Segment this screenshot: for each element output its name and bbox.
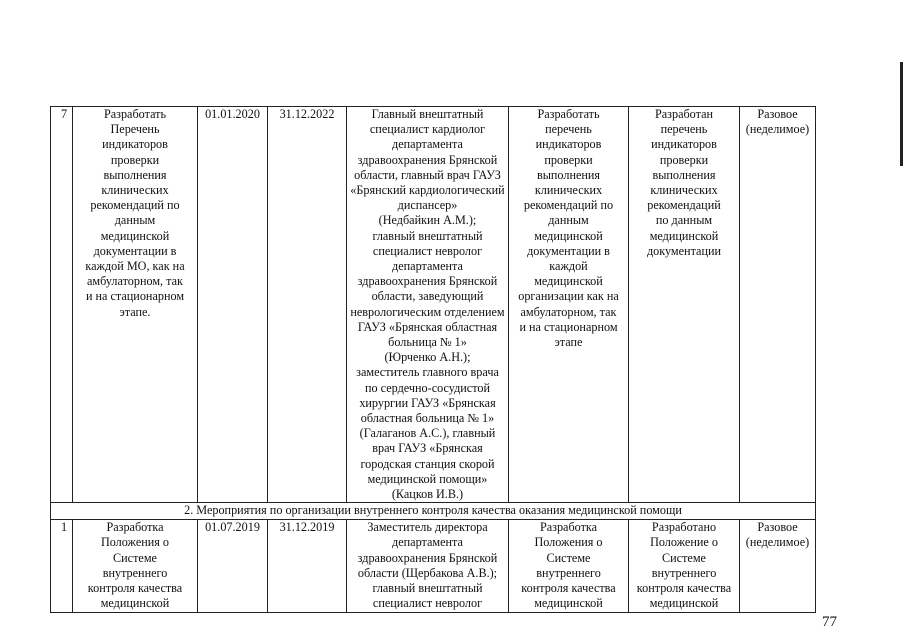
event-cell: Разработать Перечень индикаторов проверки выполнения клинических рекомендаций по данным медицинской документации в каждой МО, как на амбулаторном, так и на стационарном этапе. <box>73 107 198 503</box>
start-date: 01.01.2020 <box>198 107 268 503</box>
table-row <box>51 107 816 503</box>
page-number: 77 <box>822 614 837 630</box>
plan-table <box>50 106 816 613</box>
result-cell: Разработано Положение о Системе внутреннего контроля качества медицинской <box>629 520 740 612</box>
result-cell: Разработан перечень индикаторов проверки выполнения клинических рекомендаций по данным медицинской документации <box>629 107 740 503</box>
type-cell: Разовое (неделимое) <box>740 520 816 612</box>
event-cell: Разработка Положения о Системе внутреннего контроля качества медицинской <box>73 520 198 612</box>
section-row <box>51 503 816 520</box>
end-date: 31.12.2019 <box>268 520 347 612</box>
responsible-cell: Главный внештатный специалист кардиолог департамента здравоохранения Брянской области, главный врач ГАУЗ «Брянский кардиологический диспансер» (Недбайкин А.М.); главный внештатный специалист невролог департамента здравоохранения Брянской области, заведующий неврологическим отделением ГАУЗ «Брянская областная больница № 1» (Юрченко А.Н.); заместитель главного врача по сердечно-сосудистой хирургии ГАУЗ «Брянская областная больница № 1» (Галаганов А.С.), главный врач ГАУЗ «Брянская городская станция скорой медицинской помощи» (Кацков И.В.) <box>347 107 509 503</box>
end-date: 31.12.2022 <box>268 107 347 503</box>
type-cell: Разовое (неделимое) <box>740 107 816 503</box>
start-date: 01.07.2019 <box>198 520 268 612</box>
expected-result-cell: Разработка Положения о Системе внутреннего контроля качества медицинской <box>509 520 629 612</box>
row-number: 1 <box>51 520 73 612</box>
responsible-cell: Заместитель директора департамента здравоохранения Брянской области (Щербакова А.В.); главный внештатный специалист невролог <box>347 520 509 612</box>
section-title: 2. Мероприятия по организации внутреннего контроля качества оказания медицинской помощи <box>51 503 816 520</box>
expected-result-cell: Разработать перечень индикаторов проверки выполнения клинических рекомендаций по данным медицинской документации в каждой медицинской организации как на амбулаторном, так и на стационарном этапе <box>509 107 629 503</box>
table-row <box>51 520 816 612</box>
margin-bar <box>900 62 903 166</box>
row-number: 7 <box>51 107 73 503</box>
